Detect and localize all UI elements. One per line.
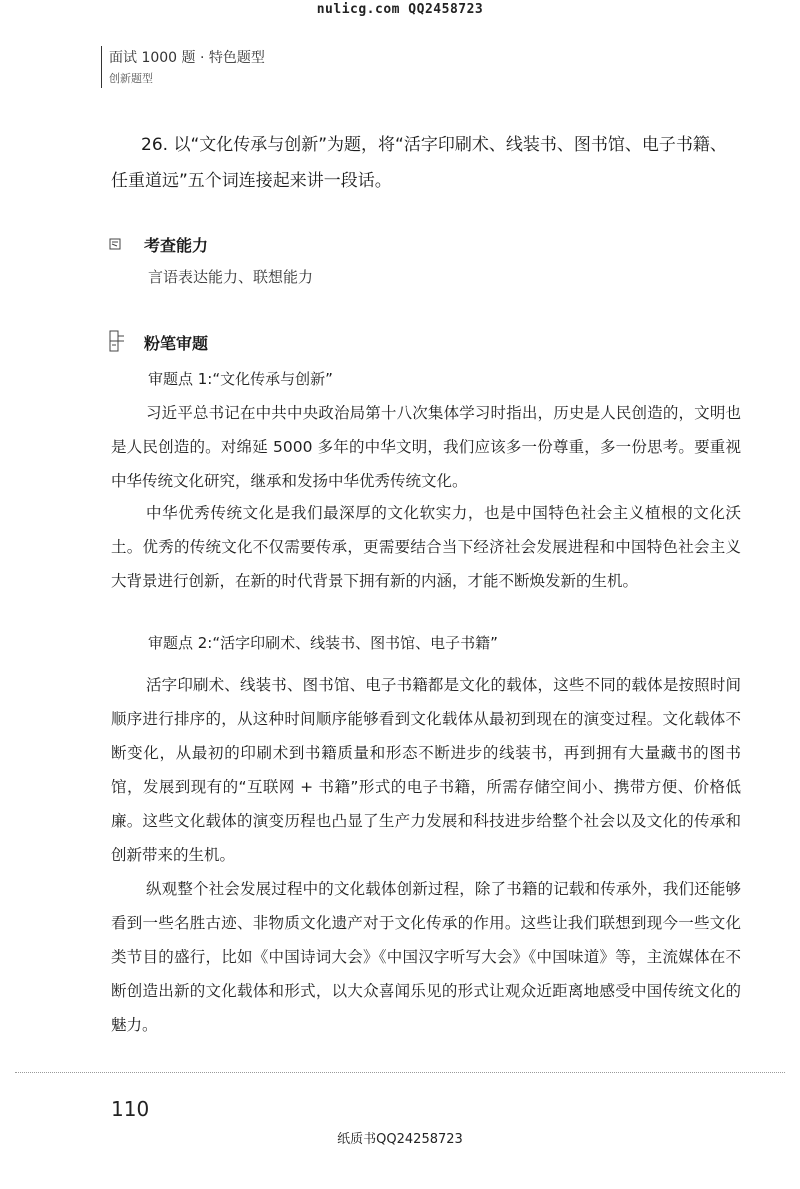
ability-title: 考查能力 [144, 236, 209, 255]
ability-text: 言语表达能力、联想能力 [148, 268, 314, 286]
bottom-watermark: 纸质书QQ24258723 [337, 1132, 463, 1147]
book-title: 面试 1000 题 · 特色题型 [109, 50, 265, 66]
paragraph-2: 中华优秀传统文化是我们最深厚的文化软实力，也是中国特色社会主义植根的文化沃土。优秀的传统文化不仅需要传承，更需要结合当下经济社会发展进程和中国特色社会主义大背景进行创新，在新的时代背景下拥有新的内涵，才能不断焕发新的生机。 [111, 504, 741, 590]
paragraph-1: 习近平总书记在中共中央政治局第十八次集体学习时指出，历史是人民创造的，文明也是人民创造的。对绵延 5000 多年的中华文明，我们应该多一份尊重，多一份思考。要重视中华传统文化研究，继承和发扬中华优秀传统文化。 [111, 404, 741, 490]
analysis-title: 粉笔审题 [144, 334, 209, 353]
chalk-analysis-icon [109, 330, 125, 352]
ability-icon [109, 238, 121, 250]
footer-divider [15, 1072, 785, 1073]
paragraph-3: 活字印刷术、线装书、图书馆、电子书籍都是文化的载体，这些不同的载体是按照时间顺序进行排序的，从这种时间顺序能够看到文化载体从最初到现在的演变过程。文化载体不断变化，从最初的印刷术到书籍质量和形态不断进步的线装书，再到拥有大量藏书的图书馆，发展到现有的“互联网 + 书籍”形式的电子书籍，所需存储空间小、携带方便、价格低廉。这些文化载体的演变历程也凸显了生产力发展和科技进步给整个社会以及文化的传承和创新带来的生机。 [111, 676, 741, 864]
header-divider [101, 46, 102, 88]
point-1: 审题点 1:“文化传承与创新” [148, 370, 333, 388]
paragraph-4: 纵观整个社会发展过程中的文化载体创新过程，除了书籍的记载和传承外，我们还能够看到一些名胜古迹、非物质文化遗产对于文化传承的作用。这些让我们联想到现今一些文化类节目的盛行，比如《中国诗词大会》《中国汉字听写大会》《中国味道》等，主流媒体在不断创造出新的文化载体和形式，以大众喜闻乐见的形式让观众近距离地感受中国传统文化的魅力。 [111, 880, 741, 1034]
page-number: 110 [111, 1097, 150, 1121]
book-section: 创新题型 [109, 72, 153, 85]
point-2: 审题点 2:“活字印刷术、线装书、图书馆、电子书籍” [148, 634, 498, 652]
question-text: 26. 以“文化传承与创新”为题，将“活字印刷术、线装书、图书馆、电子书籍、任重道远”五个词连接起来讲一段话。 [111, 135, 727, 191]
top-watermark: nulicg.com QQ2458723 [316, 2, 484, 17]
